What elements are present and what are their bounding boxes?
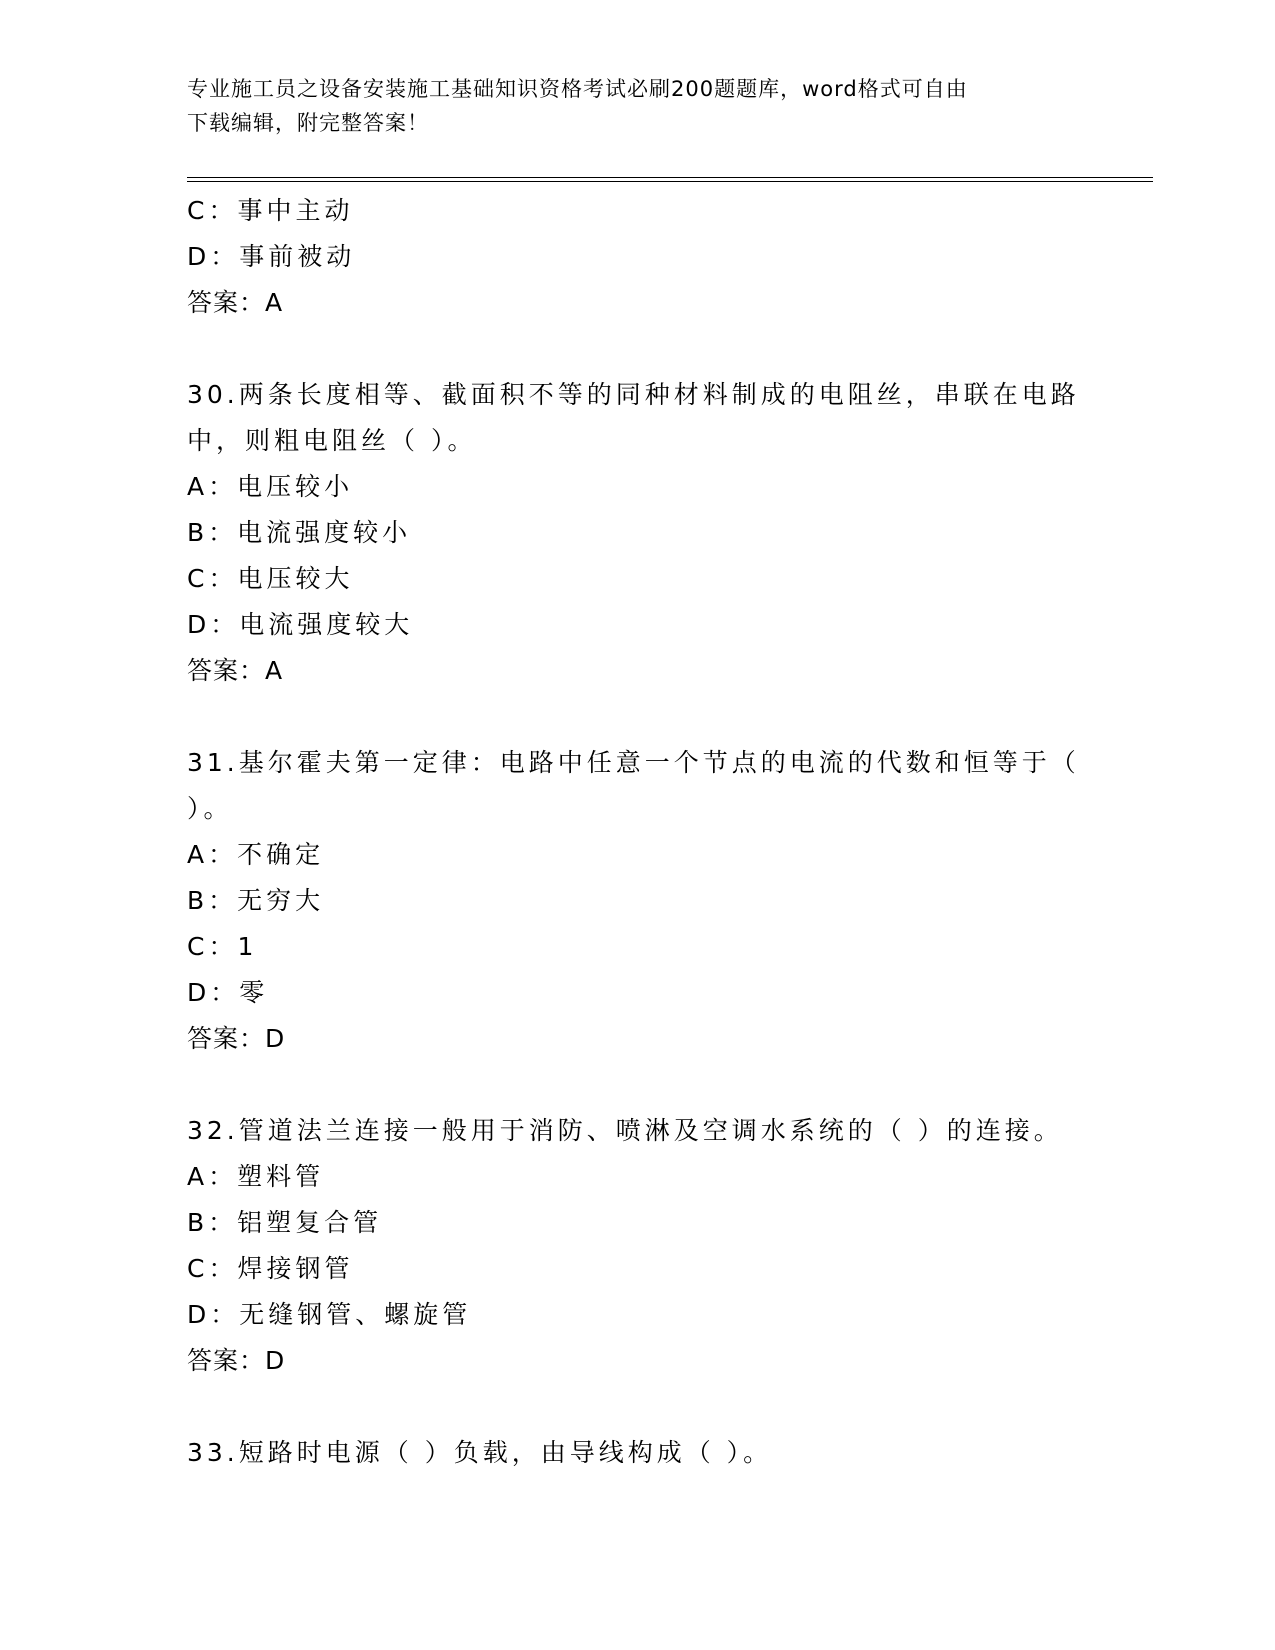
question-stem: ）。 xyxy=(187,794,233,823)
option: D：无缝钢管、螺旋管 xyxy=(187,1300,472,1329)
question-stem: 33.短路时电源（ ）负载，由导线构成（ ）。 xyxy=(187,1438,773,1467)
spacer xyxy=(187,1062,1087,1108)
question-stem: 30.两条长度相等、截面积不等的同种材料制成的电阻丝，串联在电路 xyxy=(187,380,1080,409)
option: A：不确定 xyxy=(187,840,325,869)
option: B：铝塑复合管 xyxy=(187,1208,383,1237)
answer: 答案：D xyxy=(187,1346,286,1375)
option: D：事前被动 xyxy=(187,242,356,271)
option: A：电压较小 xyxy=(187,472,354,501)
question-stem: 32.管道法兰连接一般用于消防、喷淋及空调水系统的（ ）的连接。 xyxy=(187,1116,1063,1145)
spacer xyxy=(187,1384,1087,1430)
option: C：事中主动 xyxy=(187,196,354,225)
answer: 答案：A xyxy=(187,656,284,685)
header-line: 下载编辑，附完整答案！ xyxy=(187,111,429,135)
spacer xyxy=(187,694,1087,740)
option: D：电流强度较大 xyxy=(187,610,414,639)
option: A：塑料管 xyxy=(187,1162,325,1191)
header-line: 专业施工员之设备安装施工基础知识资格考试必刷200题题库，word格式可自由 xyxy=(187,77,968,101)
question-list xyxy=(187,188,1087,1476)
question-stem: 31.基尔霍夫第一定律：电路中任意一个节点的电流的代数和恒等于（ xyxy=(187,748,1080,777)
option: B：无穷大 xyxy=(187,886,325,915)
answer: 答案：A xyxy=(187,288,284,317)
spacer xyxy=(187,326,1087,372)
question-stem: 中，则粗电阻丝（ ）。 xyxy=(187,426,477,455)
option: C：焊接钢管 xyxy=(187,1254,354,1283)
document-header xyxy=(187,72,1087,140)
option: D：零 xyxy=(187,978,269,1007)
option: C：电压较大 xyxy=(187,564,354,593)
header-divider xyxy=(187,177,1153,182)
option: B：电流强度较小 xyxy=(187,518,412,547)
answer: 答案：D xyxy=(187,1024,286,1053)
option: C：1 xyxy=(187,932,258,961)
